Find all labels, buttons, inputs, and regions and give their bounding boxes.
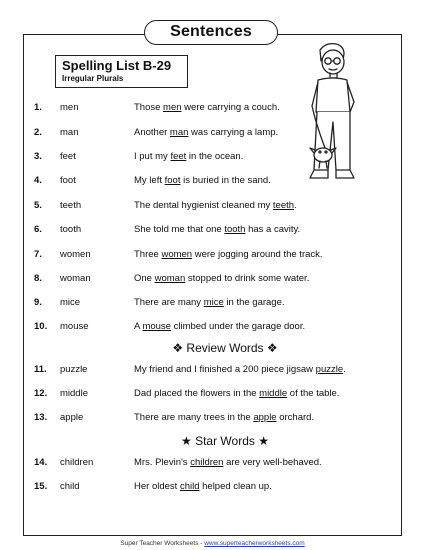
spelling-word: women: [60, 249, 91, 260]
example-sentence: [134, 149, 243, 165]
list-item: [0, 410, 425, 426]
item-number: 7.: [34, 249, 42, 260]
sentence-start: The dental hygienist cleaned my: [134, 200, 273, 211]
sentence-start: Her oldest: [134, 481, 180, 492]
star-words-heading: ★ Star Words ★: [181, 434, 269, 448]
underlined-word: tooth: [224, 224, 246, 235]
sentence-end: orchard.: [276, 412, 315, 423]
item-number: 12.: [34, 388, 48, 399]
underlined-word: mice: [203, 297, 224, 308]
spelling-word: puzzle: [60, 364, 88, 375]
list-item: [0, 100, 425, 116]
underlined-word: puzzle: [315, 364, 344, 375]
footer-link[interactable]: www.superteacherworksheets.com: [204, 540, 305, 547]
underlined-word: middle: [259, 388, 288, 399]
sentence-start: She told me that one: [134, 224, 225, 235]
list-item: [0, 149, 425, 165]
example-sentence: [134, 125, 278, 141]
list-item: [0, 362, 425, 378]
sentence-end: .: [294, 200, 297, 211]
example-sentence: [134, 362, 346, 378]
example-sentence: [134, 222, 300, 238]
spelling-word: middle: [60, 388, 88, 399]
list-item: [0, 455, 425, 471]
sentence-end: is buried in the sand.: [180, 175, 271, 186]
sentence-start: Another: [134, 127, 170, 138]
underlined-word: men: [163, 102, 182, 113]
spelling-word: mouse: [60, 321, 89, 332]
spelling-word: children: [60, 457, 94, 468]
footer: [0, 540, 425, 548]
example-sentence: [134, 455, 322, 471]
sentence-end: has a cavity.: [245, 224, 301, 235]
review-words-heading: ❖ Review Words ❖: [172, 341, 278, 355]
spelling-word: woman: [60, 273, 91, 284]
sentence-end: .: [343, 364, 346, 375]
underlined-word: man: [169, 127, 189, 138]
underlined-word: feet: [170, 151, 187, 162]
spelling-word: men: [60, 102, 79, 113]
sentence-start: My left: [134, 175, 165, 186]
sentence-start: Mrs. Plevin's: [134, 457, 191, 468]
underlined-word: mouse: [142, 321, 171, 332]
example-sentence: [134, 410, 314, 426]
footer-text: Super Teacher Worksheets -: [120, 540, 205, 547]
item-number: 11.: [34, 364, 47, 375]
spelling-word: mice: [60, 297, 81, 308]
sentence-start: One: [134, 273, 155, 284]
sentence-end: of the table.: [287, 388, 340, 399]
example-sentence: [134, 173, 271, 189]
spelling-word: apple: [60, 412, 84, 423]
sentence-start: Three: [134, 249, 162, 260]
sentence-start: I put my: [134, 151, 171, 162]
sentence-end: are very well-behaved.: [223, 457, 322, 468]
list-item: [0, 386, 425, 402]
list-item: [0, 198, 425, 214]
sentence-end: were jogging around the track.: [192, 249, 323, 260]
list-item: [0, 271, 425, 287]
item-number: 4.: [34, 175, 42, 186]
spelling-word: child: [60, 481, 80, 492]
sentence-start: My friend and I finished a 200 piece jigsaw: [134, 364, 316, 375]
list-item: [0, 173, 425, 189]
underlined-word: children: [190, 457, 224, 468]
example-sentence: [134, 319, 305, 335]
underlined-word: teeth: [272, 200, 295, 211]
example-sentence: [134, 247, 323, 263]
sentence-end: helped clean up.: [199, 481, 272, 492]
item-number: 5.: [34, 200, 42, 211]
item-number: 6.: [34, 224, 42, 235]
sentence-end: in the garage.: [223, 297, 285, 308]
spelling-word: teeth: [60, 200, 82, 211]
spelling-word: man: [60, 127, 79, 138]
sentence-end: were carrying a couch.: [181, 102, 280, 113]
sentence-start: A: [134, 321, 143, 332]
item-number: 15.: [34, 481, 48, 492]
list-item: [0, 319, 425, 335]
underlined-word: women: [161, 249, 193, 260]
underlined-word: woman: [154, 273, 186, 284]
page-title: Sentences: [144, 20, 278, 45]
sentence-start: There are many trees in the: [134, 412, 254, 423]
sentence-end: stopped to drink some water.: [185, 273, 310, 284]
spelling-list-subtitle: Irregular Plurals: [62, 74, 124, 83]
list-item: [0, 295, 425, 311]
example-sentence: [134, 479, 272, 495]
sentence-end: climbed under the garage door.: [170, 321, 306, 332]
underlined-word: child: [179, 481, 200, 492]
list-item: [0, 479, 425, 495]
example-sentence: [134, 295, 285, 311]
example-sentence: [134, 386, 339, 402]
sentence-start: Those: [134, 102, 164, 113]
spelling-list-title: Spelling List B-29: [62, 58, 172, 73]
item-number: 10.: [34, 321, 48, 332]
example-sentence: [134, 271, 309, 287]
list-item: [0, 125, 425, 141]
underlined-word: foot: [164, 175, 181, 186]
item-number: 8.: [34, 273, 42, 284]
item-number: 14.: [34, 457, 48, 468]
sentence-start: There are many: [134, 297, 204, 308]
underlined-word: apple: [253, 412, 277, 423]
example-sentence: [134, 100, 280, 116]
example-sentence: [134, 198, 297, 214]
spelling-word: tooth: [60, 224, 82, 235]
spelling-word: feet: [60, 151, 76, 162]
item-number: 2.: [34, 127, 42, 138]
item-number: 3.: [34, 151, 42, 162]
sentence-start: Dad placed the flowers in the: [134, 388, 260, 399]
spelling-word: foot: [60, 175, 76, 186]
item-number: 9.: [34, 297, 42, 308]
item-number: 1.: [34, 102, 42, 113]
item-number: 13.: [34, 412, 48, 423]
spelling-list-box: [55, 55, 188, 88]
list-item: [0, 222, 425, 238]
list-item: [0, 247, 425, 263]
sentence-end: in the ocean.: [186, 151, 244, 162]
sentence-end: was carrying a lamp.: [188, 127, 279, 138]
